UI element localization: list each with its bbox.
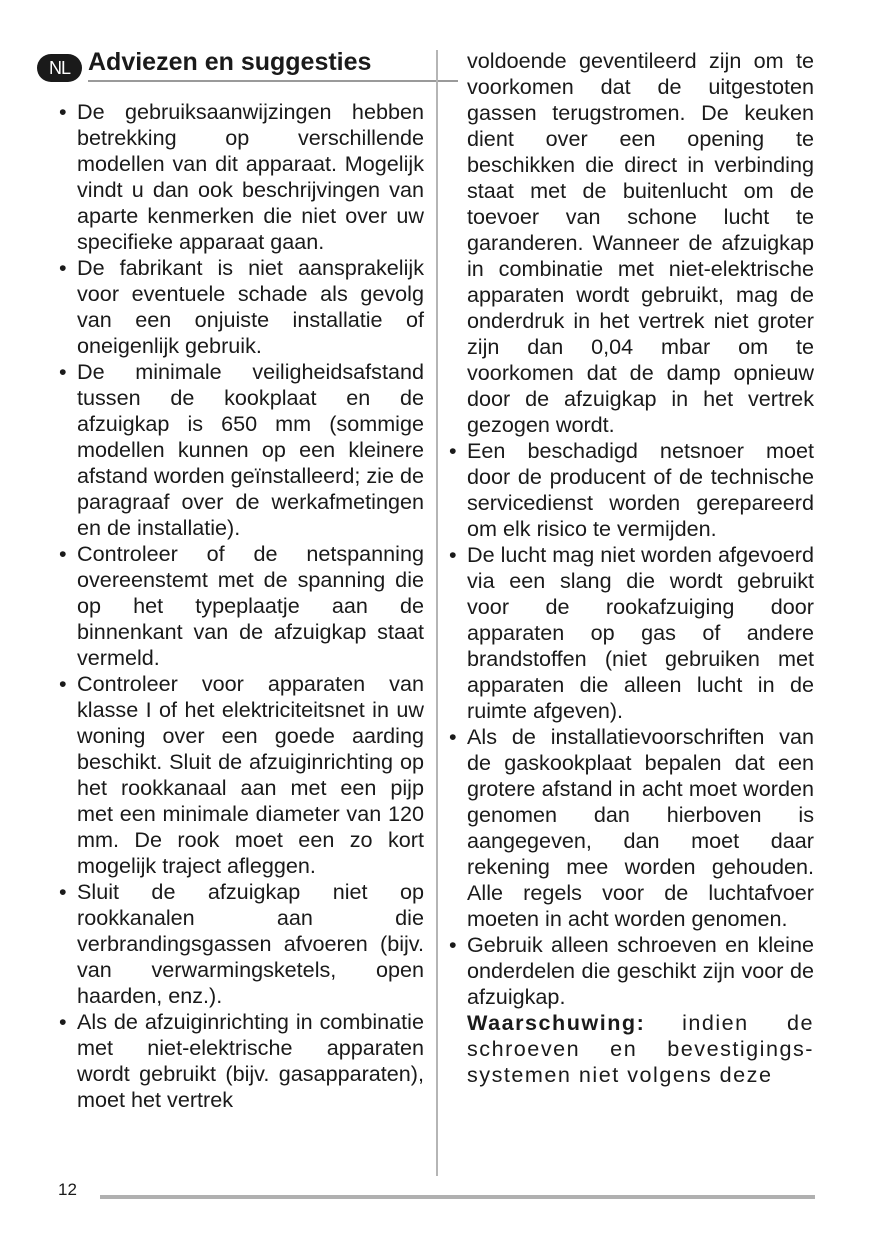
left-column bbox=[57, 99, 424, 1113]
right-bullet-list bbox=[447, 438, 814, 1010]
language-badge: NL bbox=[37, 54, 82, 82]
list-item: • De minimale veiligheidsafstand tussen de kookplaat en de afzuigkap is 650 mm (sommige modellen kunnen op een kleinere afstand worden geïnstalleerd; zie de paragraaf over de werkafmetingen en de installatie). bbox=[57, 359, 424, 541]
section-title: Adviezen en suggesties bbox=[88, 48, 372, 76]
footer-rule bbox=[100, 1195, 815, 1199]
section-header bbox=[37, 46, 425, 84]
warning-label: Waarschuwing: bbox=[467, 1010, 646, 1035]
column-divider bbox=[436, 50, 438, 1176]
warning-text: indien de schroeven en bevestigings-systemen niet volgens deze bbox=[467, 1010, 814, 1087]
continued-paragraph: voldoende geventileerd zijn om te voorkomen dat de uitgestoten gassen terugstromen. De keuken dient over een opening te beschikken die direct in verbinding staat met de buitenlucht om de toevoer van schone lucht te garanderen. Wanneer de afzuigkap in combinatie met niet-elektrische apparaten wordt gebruikt, mag de onderdruk in het vertrek niet groter zijn dan 0,04 mbar om te voorkomen dat de damp opnieuw door de afzuigkap in het vertrek gezogen wordt. bbox=[467, 48, 814, 437]
list-item: • Als de installatievoorschriften van de gaskookplaat bepalen dat een grotere afstand in acht moet worden genomen dan hierboven is aangegeven, dan moet daar rekening mee worden gehouden. Alle regels voor de luchtafvoer moeten in acht worden genomen. bbox=[447, 724, 814, 932]
list-item: • Sluit de afzuigkap niet op rookkanalen aan die verbrandingsgassen afvoeren (bijv. van verwarmingsketels, open haarden, enz.). bbox=[57, 879, 424, 1009]
list-item: • De gebruiksaanwijzingen hebben betrekking op verschillende modellen van dit apparaat. Mogelijk vindt u dan ook beschrijvingen van aparte kenmerken die niet over uw specifieke apparaat gaan. bbox=[57, 99, 424, 255]
title-underline bbox=[88, 80, 458, 82]
right-column bbox=[447, 48, 814, 1088]
list-item: • Controleer voor apparaten van klasse I of het elektriciteitsnet in uw woning over een goede aarding beschikt. Sluit de afzuiginrichting op het rookkanaal aan met een pijp met een minimale diameter van 120 mm. De rook moet een zo kort mogelijk traject afleggen. bbox=[57, 671, 424, 879]
list-item: • Controleer of de netspanning overeenstemt met de spanning die op het typeplaatje aan de binnenkant van de afzuigkap staat vermeld. bbox=[57, 541, 424, 671]
warning-paragraph bbox=[447, 1010, 814, 1088]
list-item: • Een beschadigd netsnoer moet door de producent of de technische servicedienst worden gerepareerd om elk risico te vermijden. bbox=[447, 438, 814, 542]
list-item: • Als de afzuiginrichting in combinatie met niet-elektrische apparaten wordt gebruikt (bijv. gasapparaten), moet het vertrek bbox=[57, 1009, 424, 1113]
list-item: • De fabrikant is niet aansprakelijk voor eventuele schade als gevolg van een onjuiste installatie of oneigenlijk gebruik. bbox=[57, 255, 424, 359]
list-item: • Gebruik alleen schroeven en kleine onderdelen die geschikt zijn voor de afzuigkap. bbox=[447, 932, 814, 1010]
left-bullet-list bbox=[57, 99, 424, 1113]
page-number: 12 bbox=[58, 1180, 77, 1199]
list-item: • De lucht mag niet worden afgevoerd via een slang die wordt gebruikt voor de rookafzuiging door apparaten op gas of andere brandstoffen (niet gebruiken met apparaten die alleen lucht in de ruimte afgeven). bbox=[447, 542, 814, 724]
